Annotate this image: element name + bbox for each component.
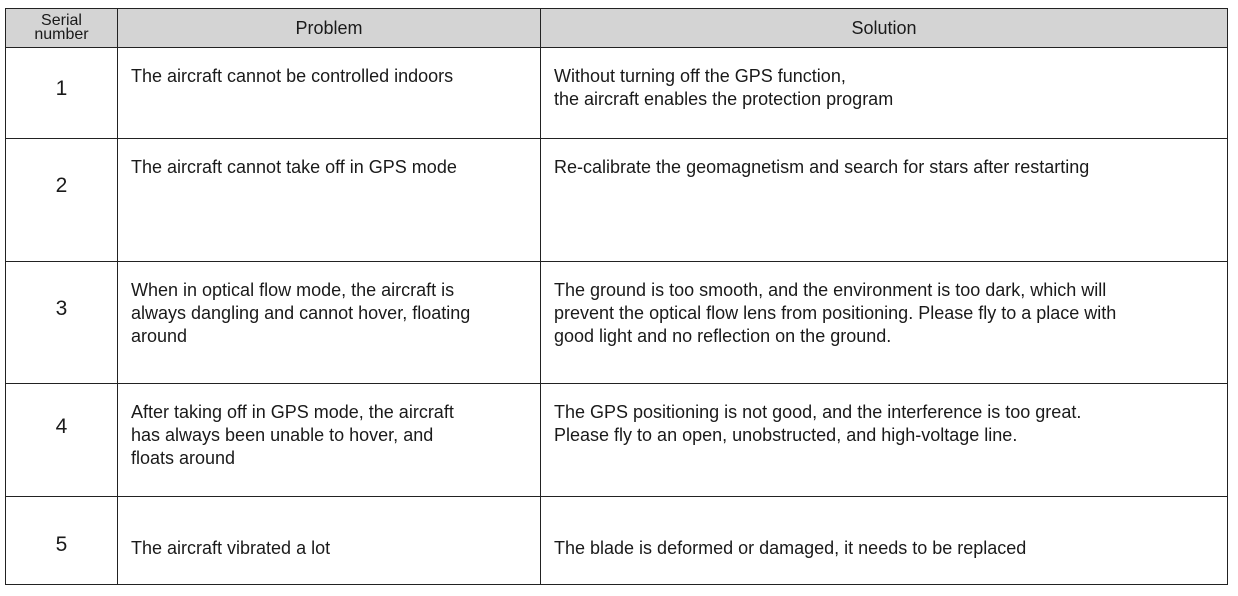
serial-header-line2: number [34, 26, 89, 43]
solution-cell [541, 384, 1228, 497]
solution-cell [541, 139, 1228, 262]
table-row [6, 497, 1228, 585]
problem-text: always dangling and cannot hover, floating [131, 303, 471, 323]
solution-text: good light and no reflection on the ground. [554, 326, 892, 346]
troubleshooting-table [5, 8, 1228, 585]
problem-text: The aircraft vibrated a lot [131, 538, 331, 558]
problem-header: Problem [118, 9, 541, 48]
solution-text: prevent the optical flow lens from positioning. Please fly to a place with [554, 303, 1117, 323]
problem-cell [118, 139, 541, 262]
serial-header-line1: Serial [41, 12, 82, 29]
serial-number: 2 [55, 173, 68, 197]
solution-text: The GPS positioning is not good, and the interference is too great. [554, 402, 1082, 422]
problem-text: The aircraft cannot take off in GPS mode [131, 157, 457, 177]
troubleshooting-table-wrapper [5, 8, 1227, 585]
solution-cell [541, 262, 1228, 384]
serial-cell [6, 384, 118, 497]
problem-cell [118, 497, 541, 585]
problem-text: After taking off in GPS mode, the aircraft [131, 402, 454, 422]
problem-cell [118, 262, 541, 384]
serial-number: 3 [55, 297, 68, 320]
solution-text: The blade is deformed or damaged, it needs to be replaced [554, 538, 1027, 558]
table-row [6, 262, 1228, 384]
problem-cell [118, 48, 541, 139]
problem-text: The aircraft cannot be controlled indoors [131, 66, 454, 86]
problem-text: around [131, 326, 188, 346]
solution-text: Please fly to an open, unobstructed, and high-voltage line. [554, 425, 1018, 445]
solution-cell [541, 48, 1228, 139]
solution-text: the aircraft enables the protection program [554, 89, 894, 109]
problem-text: When in optical flow mode, the aircraft is [131, 280, 455, 300]
table-header [6, 9, 1228, 48]
serial-cell [6, 262, 118, 384]
solution-text: The ground is too smooth, and the environment is too dark, which will [554, 280, 1107, 300]
table-row [6, 139, 1228, 262]
problem-text: floats around [131, 448, 236, 468]
solution-text: Re-calibrate the geomagnetism and search for stars after restarting [554, 157, 1090, 177]
problem-text: has always been unable to hover, and [131, 425, 434, 445]
serial-cell [6, 48, 118, 139]
solution-header: Solution [541, 9, 1228, 48]
serial-number-header [6, 9, 118, 48]
solution-text: Without turning off the GPS function, [554, 66, 846, 86]
table-row [6, 384, 1228, 497]
serial-cell [6, 139, 118, 262]
solution-cell [541, 497, 1228, 585]
table-body [6, 48, 1228, 585]
table-row [6, 48, 1228, 139]
problem-cell [118, 384, 541, 497]
header-row [6, 9, 1228, 48]
serial-number: 4 [55, 414, 68, 438]
serial-number: 5 [55, 533, 68, 556]
serial-cell [6, 497, 118, 585]
serial-number: 1 [55, 76, 68, 100]
